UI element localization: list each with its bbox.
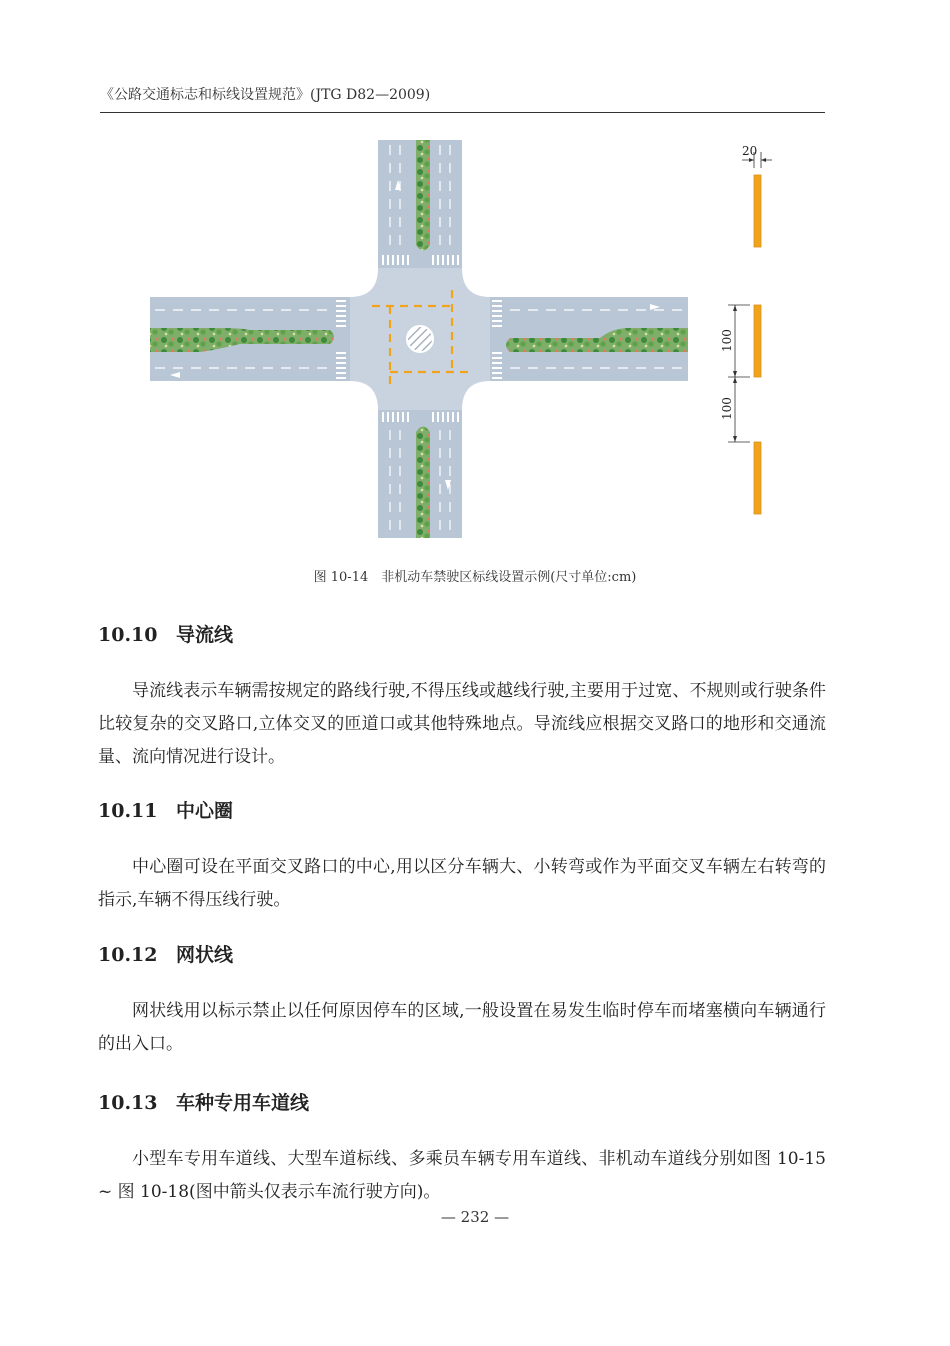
section-body: 网状线用以标示禁止以任何原因停车的区域,一般设置在易发生临时停车而堵塞横向车辆通行的出入口。 bbox=[98, 1001, 826, 1054]
dimension-diagram bbox=[720, 144, 772, 514]
figure-caption: 图 10-14 非机动车禁驶区标线设置示例(尺寸单位:cm) bbox=[313, 570, 637, 585]
figure-10-14 bbox=[0, 0, 950, 600]
section-heading bbox=[98, 940, 233, 967]
dim-width-label: 20 bbox=[742, 144, 758, 158]
section-body: 小型车专用车道线、大型车道标线、多乘员车辆专用车道线、非机动车道线分别如图 10-15 ~ 图 10-18(图中箭头仅表示车流行驶方向)。 bbox=[98, 1149, 826, 1202]
running-header: 《公路交通标志和标线设置规范》(JTG D82—2009) bbox=[100, 84, 825, 113]
section-body: 中心圈可设在平面交叉路口的中心,用以区分车辆大、小转弯或作为平面交叉车辆左右转弯的指示,车辆不得压线行驶。 bbox=[98, 857, 826, 910]
section-number: 10.12 bbox=[98, 944, 158, 966]
section-heading bbox=[98, 1088, 309, 1115]
section-number: 10.11 bbox=[98, 800, 158, 822]
intersection-diagram bbox=[0, 0, 950, 600]
dim-segment-label: 100 bbox=[720, 329, 734, 352]
section-title-text: 中心圈 bbox=[176, 800, 234, 822]
section-heading bbox=[98, 796, 233, 823]
section-title-text: 车种专用车道线 bbox=[176, 1092, 310, 1114]
section-title-text: 导流线 bbox=[176, 624, 234, 646]
section-number: 10.13 bbox=[98, 1092, 158, 1114]
center-circle bbox=[407, 326, 433, 352]
dim-gap-label: 100 bbox=[720, 397, 734, 420]
page-number: — 232 — bbox=[440, 1208, 510, 1226]
section-number: 10.10 bbox=[98, 624, 158, 646]
section-heading bbox=[98, 620, 233, 647]
section-title-text: 网状线 bbox=[176, 944, 234, 966]
section-body: 导流线表示车辆需按规定的路线行驶,不得压线或越线行驶,主要用于过宽、不规则或行驶条件比较复杂的交叉路口,立体交叉的匝道口或其他特殊地点。导流线应根据交叉路口的地形和交通流量、流向情况进行设计。 bbox=[98, 681, 826, 767]
